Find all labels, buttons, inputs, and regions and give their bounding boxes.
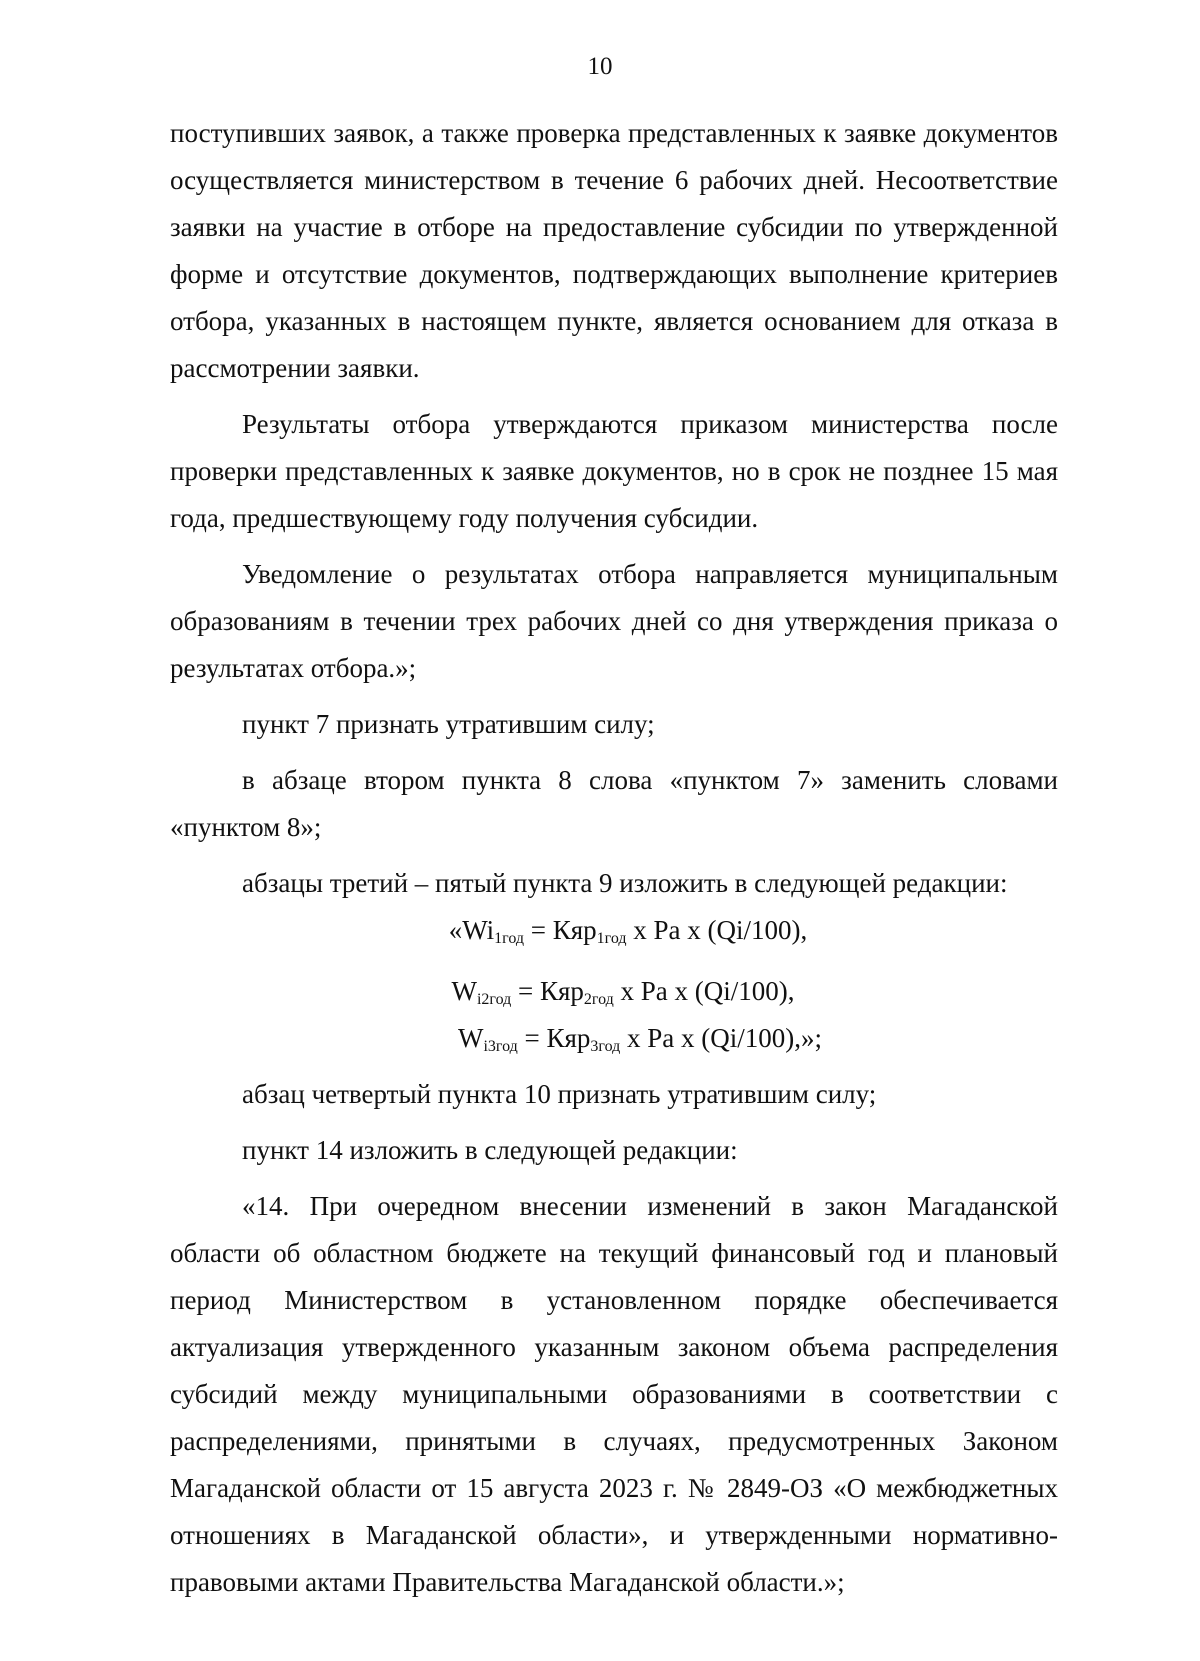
formula-1-middle: = Кяр <box>524 915 597 945</box>
paragraph-item-10: абзац четвертый пункта 10 признать утратившим силу; <box>242 1079 877 1109</box>
formula-2-sub-w: i2год <box>476 991 512 1008</box>
formula-3-sub-k: 3год <box>590 1038 621 1055</box>
formula-year-3 <box>170 1015 1058 1062</box>
page-number: 10 <box>587 53 613 80</box>
paragraph-item-9-intro: абзацы третий – пятый пункта 9 изложить в следующей редакции: <box>242 868 1008 898</box>
formula-2-prefix: W <box>451 976 477 1006</box>
formula-3-middle: = Кяр <box>517 1023 591 1053</box>
formula-2-sub-k: 2год <box>583 991 614 1008</box>
paragraph-item-14-intro: пункт 14 изложить в следующей редакции: <box>242 1135 738 1165</box>
formula-year-2 <box>170 968 1058 1015</box>
paragraph-item-14-text: «14. При очередном внесении изменений в закон Магаданской области об областном бюджете на текущий финансовый год и плановый период Министерством в установленном порядке обеспечивается актуализация утвержденного указанным законом объема распределения субсидий между муниципальными образованиями в соответствии с распределениями, принятыми в случаях, предусмотренных Законом Магаданской области от 15 августа 2023 г. № 2849-ОЗ «О межбюджетных отношениях в Магаданской области», и утвержденными нормативно-правовыми актами Правительства Магаданской области.»; <box>170 1191 1058 1597</box>
paragraph-continuation: поступивших заявок, а также проверка представленных к заявке документов осуществляется министерством в течение 6 рабочих дней. Несоответствие заявки на участие в отборе на предоставление субсидии по утвержденной форме и отсутствие документов, подтверждающих выполнение критериев отбора, указанных в настоящем пункте, является основанием для отказа в рассмотрении заявки. <box>170 118 1058 383</box>
formula-3-prefix: W <box>457 1023 484 1053</box>
formula-1-sub-w: 1год <box>494 930 524 947</box>
formula-1-prefix: «Wi <box>448 915 495 945</box>
formula-2-middle: = Кяр <box>511 976 584 1006</box>
formula-2-suffix: х Ра х (Qi/100), <box>613 976 795 1006</box>
paragraph-selection-results: Результаты отбора утверждаются приказом министерства после проверки представленных к заявке документов, но в срок не позднее 15 мая года, предшествующему году получения субсидии. <box>170 409 1058 533</box>
formula-year-1 <box>170 907 1058 954</box>
paragraph-item-7: пункт 7 признать утратившим силу; <box>242 709 655 739</box>
paragraph-notification: Уведомление о результатах отбора направляется муниципальным образованиям в течении трех рабочих дней со дня утверждения приказа о результатах отбора.»; <box>170 559 1058 683</box>
formula-3-sub-w: i3год <box>483 1038 518 1055</box>
formula-3-suffix: х Ра х (Qi/100),»; <box>620 1023 823 1053</box>
document-body <box>170 110 1058 1606</box>
paragraph-item-8: в абзаце втором пункта 8 слова «пунктом 7» заменить словами «пунктом 8»; <box>170 765 1058 842</box>
formula-1-sub-k: 1год <box>596 930 627 947</box>
formula-1-suffix: х Ра х (Qi/100), <box>626 915 808 945</box>
